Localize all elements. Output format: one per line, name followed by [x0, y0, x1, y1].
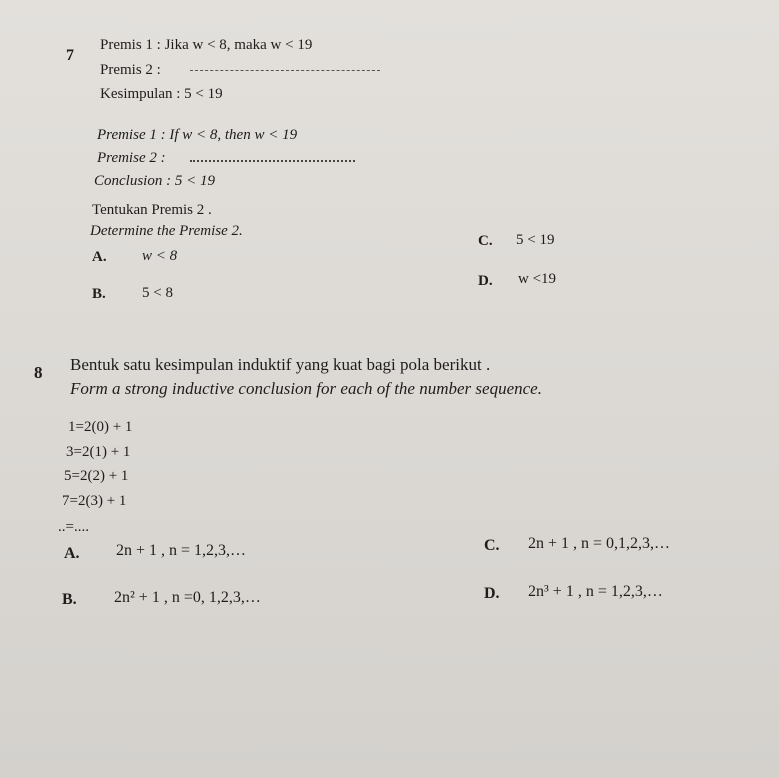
q8-option-c-text: 2n + 1 , n = 0,1,2,3,…: [528, 535, 671, 552]
q7-option-a-text: w < 8: [142, 248, 178, 264]
q8-option-c-letter: C.: [484, 537, 500, 554]
q8-option-b-letter: B.: [62, 591, 77, 608]
q7-conclusion-en: Conclusion : 5 < 19: [94, 173, 215, 189]
question-7-number: 7: [66, 47, 74, 64]
q7-option-d-text: w <19: [518, 271, 557, 287]
q7-instruction-id: Tentukan Premis 2 .: [92, 202, 212, 218]
q8-sequence-line-2: 3=2(1) + 1: [66, 444, 131, 460]
q7-option-a-letter: A.: [92, 249, 107, 265]
q7-premise-2-en: Premise 2 :: [97, 150, 166, 166]
q7-premis-2: Premis 2 :: [100, 62, 161, 78]
q8-option-a-text: 2n + 1 , n = 1,2,3,…: [116, 542, 247, 559]
q7-option-c-text: 5 < 19: [516, 232, 555, 248]
q8-sequence-line-1: 1=2(0) + 1: [68, 419, 133, 435]
q8-sequence-line-4: 7=2(3) + 1: [62, 493, 127, 509]
q8-instruction-id: Bentuk satu kesimpulan induktif yang kuat bagi pola berikut .: [70, 355, 491, 374]
q7-option-b-text: 5 < 8: [142, 285, 173, 301]
q7-premis-1: Premis 1 : Jika w < 8, maka w < 19: [100, 37, 313, 53]
q8-instruction-en: Form a strong inductive conclusion for each of the number sequence.: [70, 379, 542, 398]
q7-premis-2-blank: [190, 70, 380, 71]
q8-sequence-line-3: 5=2(2) + 1: [64, 468, 129, 484]
q7-kesimpulan: Kesimpulan : 5 < 19: [100, 86, 223, 102]
q7-premise-2-en-blank: [190, 160, 355, 162]
q7-option-d-letter: D.: [478, 273, 493, 289]
q8-option-d-letter: D.: [484, 585, 500, 602]
q8-option-d-text: 2n³ + 1 , n = 1,2,3,…: [528, 583, 663, 600]
q7-premise-1-en: Premise 1 : If w < 8, then w < 19: [97, 127, 298, 143]
q8-option-b-text: 2n² + 1 , n =0, 1,2,3,…: [114, 589, 261, 606]
q7-option-c-letter: C.: [478, 233, 493, 249]
q8-sequence-line-5: ..=....: [58, 519, 89, 535]
q7-option-b-letter: B.: [92, 286, 106, 302]
q7-instruction-en: Determine the Premise 2.: [90, 223, 243, 239]
q8-option-a-letter: A.: [64, 545, 80, 562]
question-8-number: 8: [34, 363, 43, 382]
